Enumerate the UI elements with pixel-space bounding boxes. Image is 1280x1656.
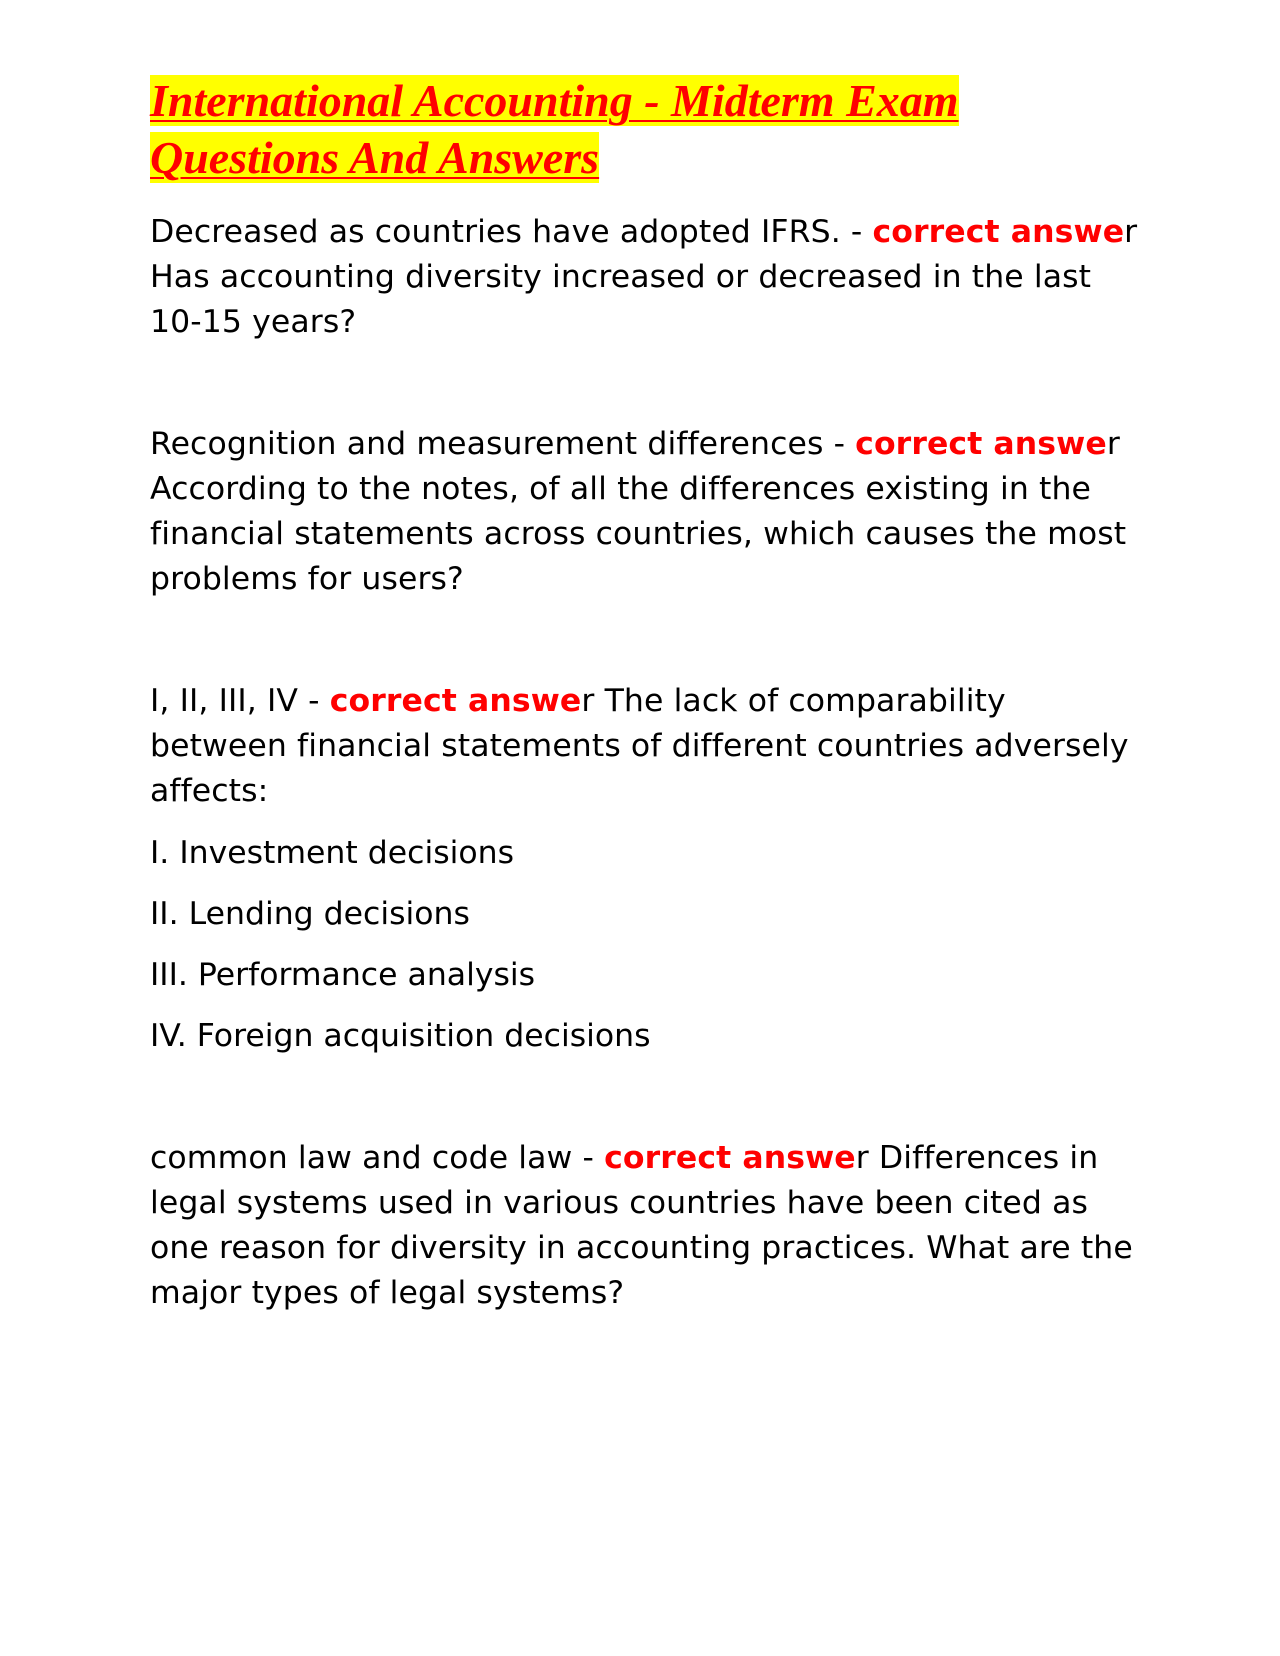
correct-answer-marker: correct answe xyxy=(604,1140,856,1176)
paragraph-spacer xyxy=(150,1059,1140,1136)
correct-answer-marker-tail: r xyxy=(1106,426,1120,462)
correct-answer-marker: correct answe xyxy=(855,426,1107,462)
title-line-1: International Accounting - Midterm Exam xyxy=(150,75,959,126)
list-item: I. Investment decisions xyxy=(150,835,515,871)
qa-entry-3 xyxy=(150,679,1140,814)
answer-text: I, II, III, IV - xyxy=(150,683,330,719)
title-line-2: Questions And Answers xyxy=(150,132,600,183)
correct-answer-marker-tail: r xyxy=(855,1140,869,1176)
paragraph-spacer xyxy=(150,602,1140,679)
correct-answer-marker: correct answe xyxy=(329,683,582,719)
question-text: The lack of comparability between financial statements of different countries adversely affects: xyxy=(150,683,1129,809)
correct-answer-marker: correct answe xyxy=(872,214,1125,250)
question-text: Has accounting diversity increased or decreased in the last 10-15 years? xyxy=(150,259,1092,340)
list-item: II. Lending decisions xyxy=(150,896,470,932)
answer-text: Recognition and measurement differences - xyxy=(150,426,856,462)
qa-entry-1 xyxy=(150,210,1140,345)
document-title xyxy=(150,72,1140,186)
answer-text: Decreased as countries have adopted IFRS. - xyxy=(150,214,873,250)
answer-text: common law and code law - xyxy=(150,1140,605,1176)
correct-answer-marker-tail: r xyxy=(1124,214,1138,250)
list-item: III. Performance analysis xyxy=(150,957,536,993)
qa-entry-2 xyxy=(150,422,1140,602)
qa-entry-4 xyxy=(150,1136,1140,1316)
paragraph-spacer xyxy=(150,345,1140,422)
document-page xyxy=(150,72,1140,1316)
question-text: According to the notes, of all the differences existing in the financial statements across countries, which causes the most problems for users? xyxy=(150,471,1127,597)
correct-answer-marker-tail: r xyxy=(581,683,595,719)
question-text: Differences in legal systems used in various countries have been cited as one reason for diversity in accounting practices. What are the major types of legal systems? xyxy=(150,1140,1133,1311)
list-item: IV. Foreign acquisition decisions xyxy=(150,1018,651,1054)
